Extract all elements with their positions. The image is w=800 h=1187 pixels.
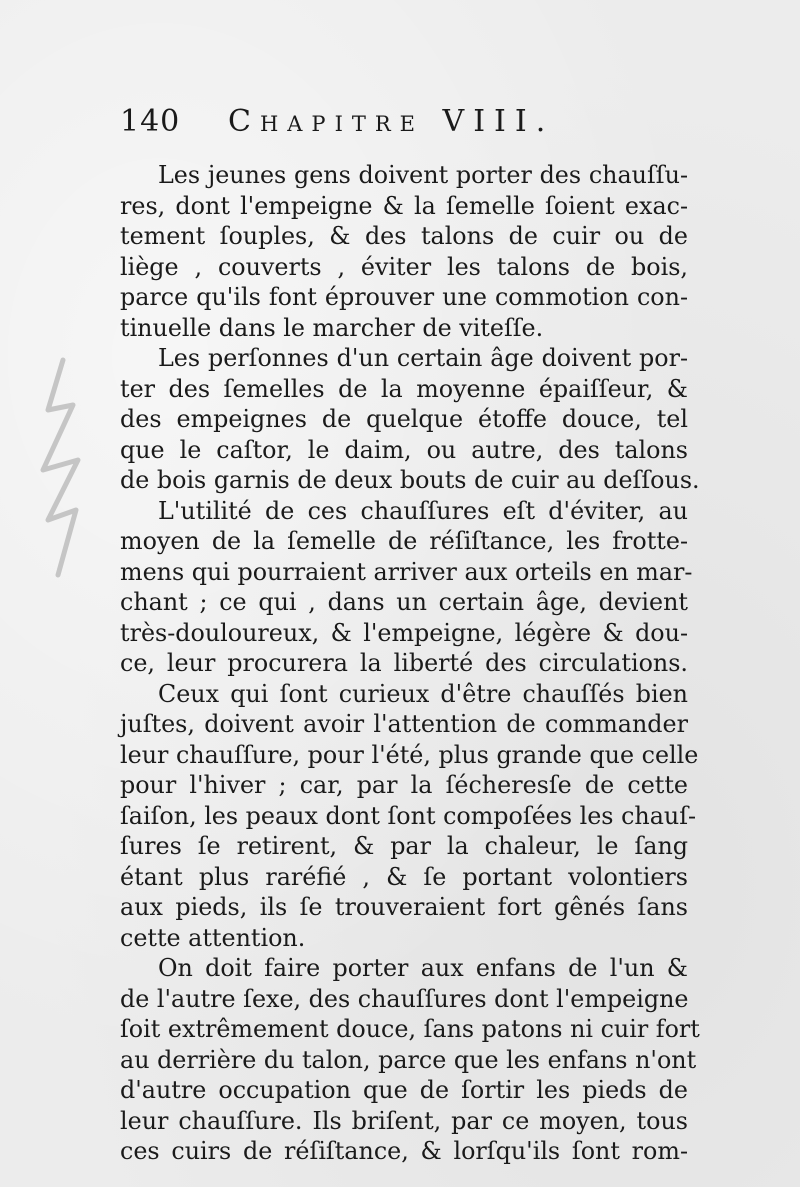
- text-line: leur chauſſure. Ils briſent, par ce moyen, tous: [120, 1106, 688, 1135]
- text-line: parce qu'ils font éprouver une commotion con-: [120, 283, 688, 311]
- text-line: cette attention.: [120, 923, 306, 952]
- text-line: de l'autre ſexe, des chauſſures dont l'empeigne: [120, 984, 689, 1013]
- text-line: tinuelle dans le marcher de viteſſe.: [120, 313, 544, 342]
- text-line: Les perſonnes d'un certain âge doivent por-: [158, 344, 688, 372]
- text-line: que le caſtor, le daim, ou autre, des talons: [120, 435, 688, 464]
- text-line: leur chauſſure, pour l'été, plus grande que celle: [120, 740, 699, 769]
- text-line: liège , couverts , éviter les talons de bois,: [120, 252, 688, 281]
- text-line: Ceux qui ſont curieux d'être chauſſés bien: [158, 679, 688, 708]
- text-line: On doit faire porter aux enfans de l'un &: [158, 954, 688, 982]
- text-line: ſures ſe retirent, & par la chaleur, le ſang: [120, 832, 688, 860]
- text-line: ſaiſon, les peaux dont ſont compoſées les chauſ-: [120, 801, 697, 830]
- text-line: juſtes, doivent avoir l'attention de commander: [120, 710, 688, 738]
- page-number: 140: [120, 104, 181, 139]
- page-header: [120, 104, 600, 148]
- text-line: ter des ſemelles de la moyenne épaiſſeur, &: [120, 374, 688, 403]
- text-line: étant plus raréfié , & ſe portant volontiers: [120, 862, 688, 891]
- text-line: très-douloureux, & l'empeigne, légère & dou-: [120, 618, 688, 647]
- text-line: Les jeunes gens doivent porter des chauſſu-: [158, 161, 688, 189]
- body-text: [120, 160, 700, 1167]
- text-line: ces cuirs de réſiſtance, & lorſqu'ils ſont rom-: [120, 1137, 688, 1165]
- text-line: au derrière du talon, parce que les enfans n'ont: [120, 1045, 697, 1074]
- text-line: chant ; ce qui , dans un certain âge, devient: [120, 588, 688, 616]
- text-line: pour l'hiver ; car, par la ſécheresſe de cette: [120, 771, 688, 799]
- text-line: ce, leur procurera la liberté des circulations.: [120, 649, 688, 677]
- text-line: ſoit extrêmement douce, ſans patons ni cuir fort: [120, 1015, 700, 1043]
- text-line: L'utilité de ces chauſſures eſt d'éviter, au: [158, 496, 688, 525]
- chapter-title: Chapitre VIII.: [228, 104, 555, 139]
- text-line: aux pieds, ils ſe trouveraient fort gênés ſans: [120, 893, 688, 921]
- text-line: tement ſouples, & des talons de cuir ou de: [120, 222, 688, 250]
- text-line: moyen de la ſemelle de réſiſtance, les frotte-: [120, 527, 688, 555]
- text-line: res, dont l'empeigne & la ſemelle ſoient exac-: [120, 191, 688, 220]
- text-line: mens qui pourraient arriver aux orteils en mar-: [120, 557, 693, 586]
- text-line: d'autre occupation que de ſortir les pieds de: [120, 1076, 688, 1104]
- text-line: de bois garnis de deux bouts de cuir au deſſous.: [120, 466, 700, 494]
- pencil-marginal-mark: [18, 350, 98, 590]
- text-line: des empeignes de quelque étoffe douce, tel: [120, 405, 688, 433]
